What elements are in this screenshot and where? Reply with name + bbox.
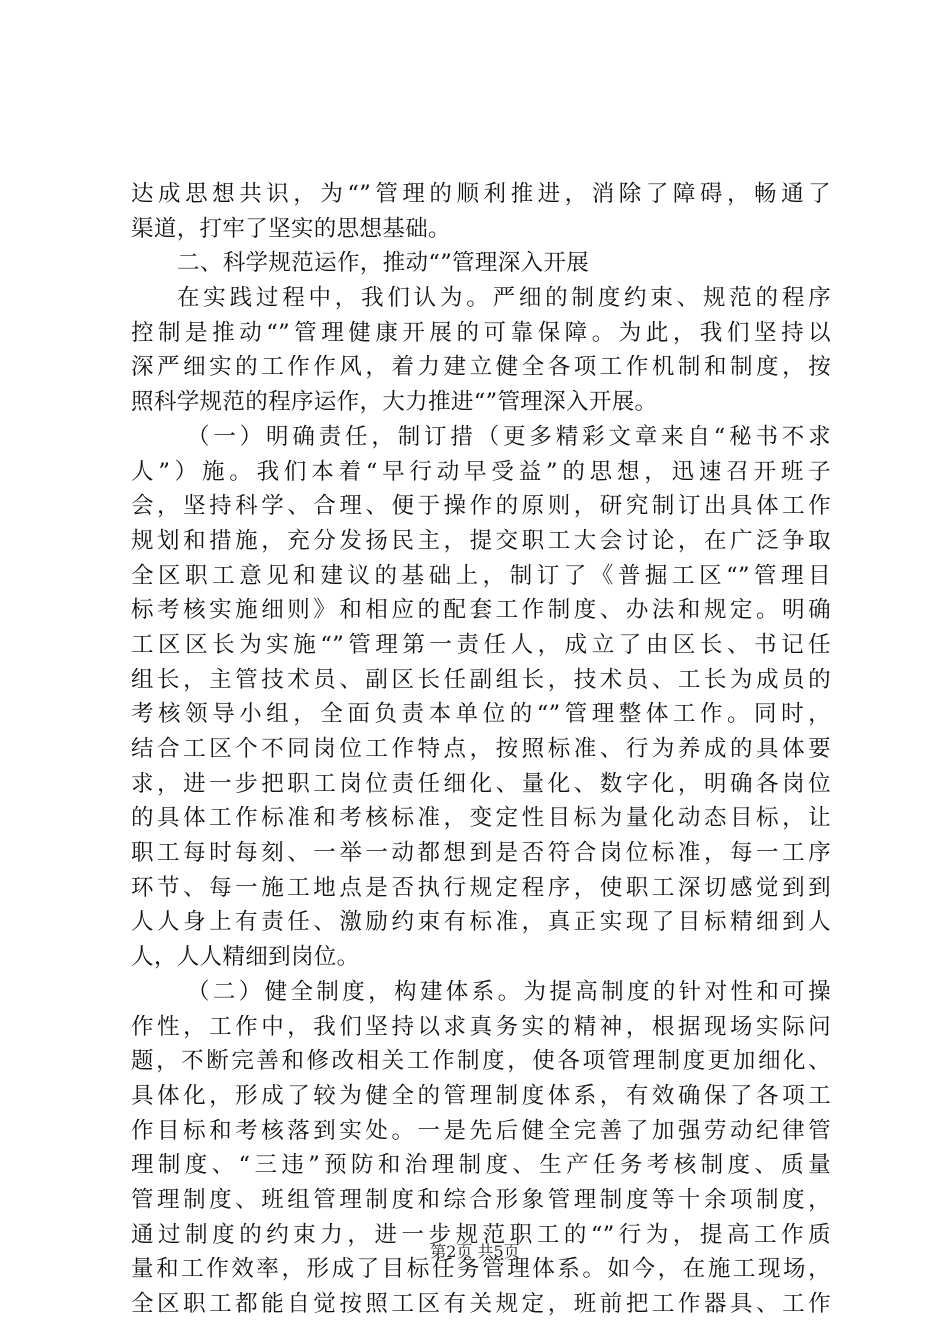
text-line: 作性，工作中，我们坚持以求真务实的精神，根据现场实际问 <box>131 1013 831 1040</box>
text-line: 标考核实施细则》和相应的配套工作制度、办法和规定。明确 <box>131 597 831 624</box>
text-line: 全区职工意见和建议的基础上，制订了《普掘工区“”管理目 <box>131 562 831 589</box>
text-line: 通过制度的约束力，进一步规范职工的“”行为，提高工作质 <box>131 1221 831 1248</box>
page-number-footer: 第2页 共5页 <box>430 1242 520 1261</box>
text-line: 求，进一步把职工岗位责任细化、量化、数字化，明确各岗位 <box>131 770 831 797</box>
text-line: 组长，主管技术员、副区长任副组长，技术员、工长为成员的 <box>131 666 831 693</box>
section-heading: 二、科学规范运作，推动“”管理深入开展 <box>177 250 590 277</box>
text-line: 渠道，打牢了坚实的思想基础。 <box>131 215 451 242</box>
subsection-heading: （二）健全制度，构建体系。为提高制度的针对性和可操 <box>187 978 831 1005</box>
subsection-heading: （一）明确责任，制订措（更多精彩文章来自“秘书不求 <box>187 423 831 450</box>
text-line: 深严细实的工作作风，着力建立健全各项工作机制和制度，按 <box>131 354 831 381</box>
document-body <box>131 177 831 1322</box>
text-line: 的具体工作标准和考核标准，变定性目标为量化动态目标，让 <box>131 805 831 832</box>
text-line: 结合工区个不同岗位工作特点，按照标准、行为养成的具体要 <box>131 736 831 762</box>
text-line: 管理制度、班组管理制度和综合形象管理制度等十余项制度， <box>131 1186 831 1213</box>
text-line: 会，坚持科学、合理、便于操作的原则，研究制订出具体工作 <box>131 493 831 520</box>
text-line: 理制度、“三违”预防和治理制度、生产任务考核制度、质量 <box>131 1152 831 1179</box>
text-line: 题，不断完善和修改相关工作制度，使各项管理制度更加细化、 <box>131 1048 831 1075</box>
text-line: 职工每时每刻、一举一动都想到是否符合岗位标准，每一工序 <box>131 840 831 867</box>
text-line: 量和工作效率，形成了目标任务管理体系。如今，在施工现场， <box>131 1256 831 1283</box>
text-line: 全区职工都能自觉按照工区有关规定，班前把工作器具、工作 <box>131 1291 831 1317</box>
text-line: 达成思想共识，为“”管理的顺利推进，消除了障碍，畅通了 <box>131 181 831 207</box>
text-line: 规划和措施，充分发扬民主，提交职工大会讨论，在广泛争取 <box>131 527 831 554</box>
text-line: 控制是推动“”管理健康开展的可靠保障。为此，我们坚持以 <box>131 319 831 346</box>
text-line: 人”）施。我们本着“早行动早受益”的思想，迅速召开班子 <box>131 458 831 485</box>
text-line: 环节、每一施工地点是否执行规定程序，使职工深切感觉到到 <box>131 874 831 901</box>
text-line: 人，人人精细到岗位。 <box>131 944 360 971</box>
text-line: 作目标和考核落到实处。一是先后健全完善了加强劳动纪律管 <box>131 1117 831 1144</box>
text-line: 人人身上有责任、激励约束有标准，真正实现了目标精细到人 <box>131 909 831 936</box>
text-line: 具体化，形成了较为健全的管理制度体系，有效确保了各项工 <box>131 1082 831 1109</box>
text-line: 在实践过程中，我们认为。严细的制度约束、规范的程序 <box>177 285 831 312</box>
text-line: 照科学规范的程序运作，大力推进“”管理深入开展。 <box>131 389 658 416</box>
text-line: 考核领导小组，全面负责本单位的“”管理整体工作。同时， <box>131 701 831 728</box>
text-line: 工区区长为实施“”管理第一责任人，成立了由区长、书记任 <box>131 631 831 658</box>
